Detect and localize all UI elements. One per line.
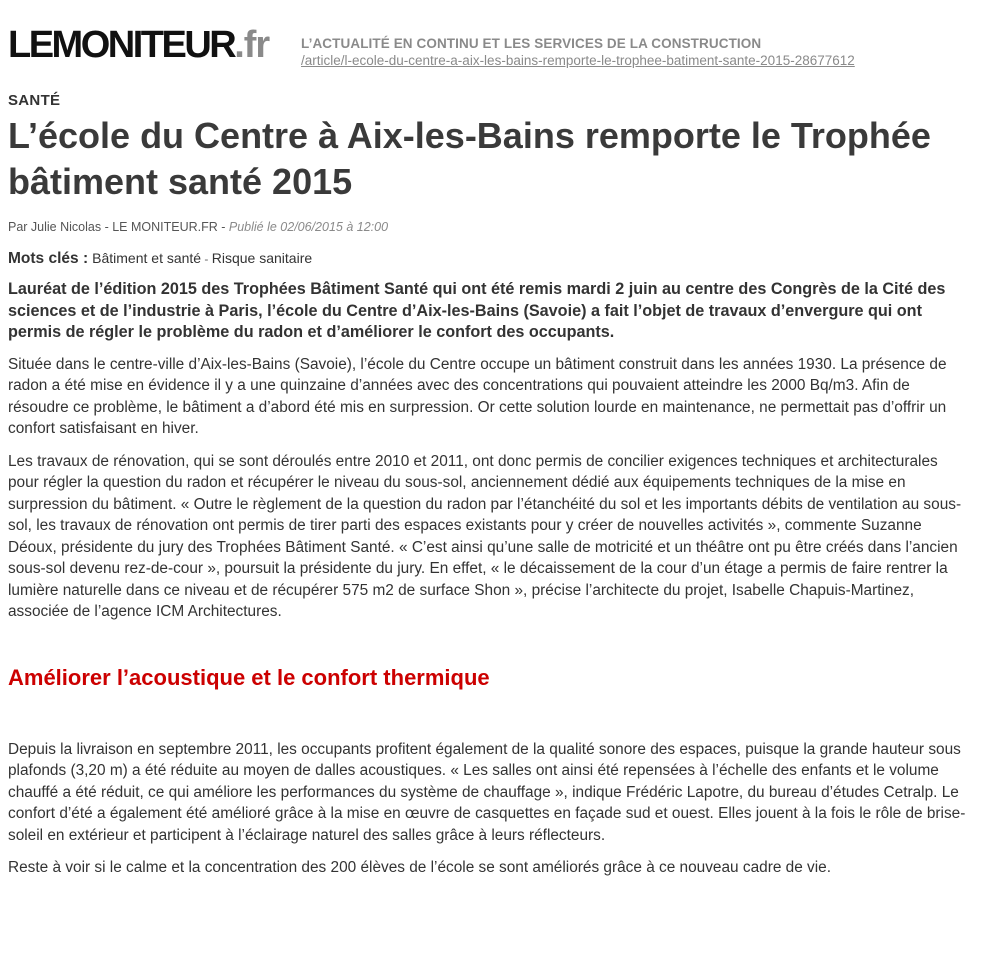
logo-main: LEMONITEUR: [8, 24, 235, 66]
article-paragraph-1: Située dans le centre-ville d’Aix-les-Bains (Savoie), l’école du Centre occupe un bâtiment construit dans les années 1930. La présence de radon a été mise en évidence il y a une quinzaine d’années avec des concentrations qui pouvaient atteindre les 2000 Bq/m3. Afin de résoudre ce problème, le bâtiment a d’abord été mis en surpression. Or cette solution lourde en maintenance, ne permettait pas d’offrir un confort satisfaisant en hiver.: [8, 355, 947, 437]
tag-separator: -: [201, 252, 212, 266]
logo-suffix: .fr: [234, 24, 270, 66]
article-paragraph-4: Reste à voir si le calme et la concentration des 200 élèves de l’école se sont améliorés grâce à ce nouveau cadre de vie.: [8, 859, 832, 876]
byline-author: Par Julie Nicolas - LE MONITEUR.FR: [8, 220, 218, 234]
article-subheading: Améliorer l’acoustique et le confort thermique: [8, 664, 490, 690]
site-logo[interactable]: [8, 25, 269, 65]
tag-link-batiment-sante[interactable]: Bâtiment et santé: [92, 250, 202, 266]
byline-published-date: Publié le 02/06/2015 à 12:00: [228, 220, 389, 234]
article-body: [8, 279, 970, 879]
byline-separator: -: [217, 220, 229, 234]
tag-link-risque-sanitaire[interactable]: Risque sanitaire: [211, 250, 313, 266]
article-paragraph-3: Depuis la livraison en septembre 2011, les occupants profitent également de la qualité sonore des espaces, puisque la grande hauteur sous plafonds (3,20 m) a été réduite au moyen de dalles acoustiques. « Les salles ont ainsi été repensées à l’échelle des enfants et le volume chauffé a été réduit, ce qui améliore les performances du système de chauffage », indique Frédéric Lapotre, du bureau d’études Cetralp. Le confort d’été a également été amélioré grâce à la mise en œuvre de casquettes en façade sud et ouest. Elles jouent à la fois le rôle de brise-soleil en extérieur et participent à l’éclairage naturel des salles grâce à leurs réflecteurs.: [8, 740, 966, 844]
site-tagline: L’ACTUALITÉ EN CONTINU ET LES SERVICES DE LA CONSTRUCTION: [301, 36, 762, 51]
article-category[interactable]: SANTÉ: [8, 92, 61, 109]
article-paragraph-2: Les travaux de rénovation, qui se sont déroulés entre 2010 et 2011, ont donc permis de concilier exigences techniques et architecturales pour régler la question du radon et récupérer le niveau du sous-sol, anciennement dédié aux équipements techniques de la mise en surpression du bâtiment. « Outre le règlement de la question du radon par l’étanchéité du sol et les importants débits de ventilation au sous-sol, les travaux de rénovation ont permis de tirer parti des espaces existants pour y créer de nouvelles activités », commente Suzanne Déoux, présidente du jury des Trophées Bâtiment Santé. « C’est ainsi qu’une salle de motricité et un théâtre ont pu être créés dans l’ancien sous-sol devenu rez-de-cour », poursuit la présidente du jury. En effet, « le décaissement de la cour d’un étage a permis de faire rentrer la lumière naturelle dans ce niveau et de récupérer 575 m2 de surface Shon », précise l’architecte du projet, Isabelle Chapuis-Martinez, associée de l’agence ICM Architectures.: [8, 452, 962, 620]
article-url-link[interactable]: /article/l-ecole-du-centre-a-aix-les-bains-remporte-le-trophee-batiment-sante-2015-28677612: [301, 53, 855, 68]
site-header: [8, 22, 983, 70]
tags-label: Mots clés :: [8, 250, 89, 267]
keyword-tags: [8, 250, 312, 268]
article-lead: Lauréat de l’édition 2015 des Trophées Bâtiment Santé qui ont été remis mardi 2 juin au centre des Congrès de la Cité des sciences et de l’industrie à Paris, l’école du Centre d’Aix-les-Bains (Savoie) a fait l’objet de travaux d’envergure qui ont permis de régler le problème du radon et d’améliorer le confort des occupants.: [8, 280, 946, 341]
article-byline: [8, 220, 388, 234]
article-title: L’école du Centre à Aix-les-Bains remporte le Trophée bâtiment santé 2015: [8, 115, 931, 202]
